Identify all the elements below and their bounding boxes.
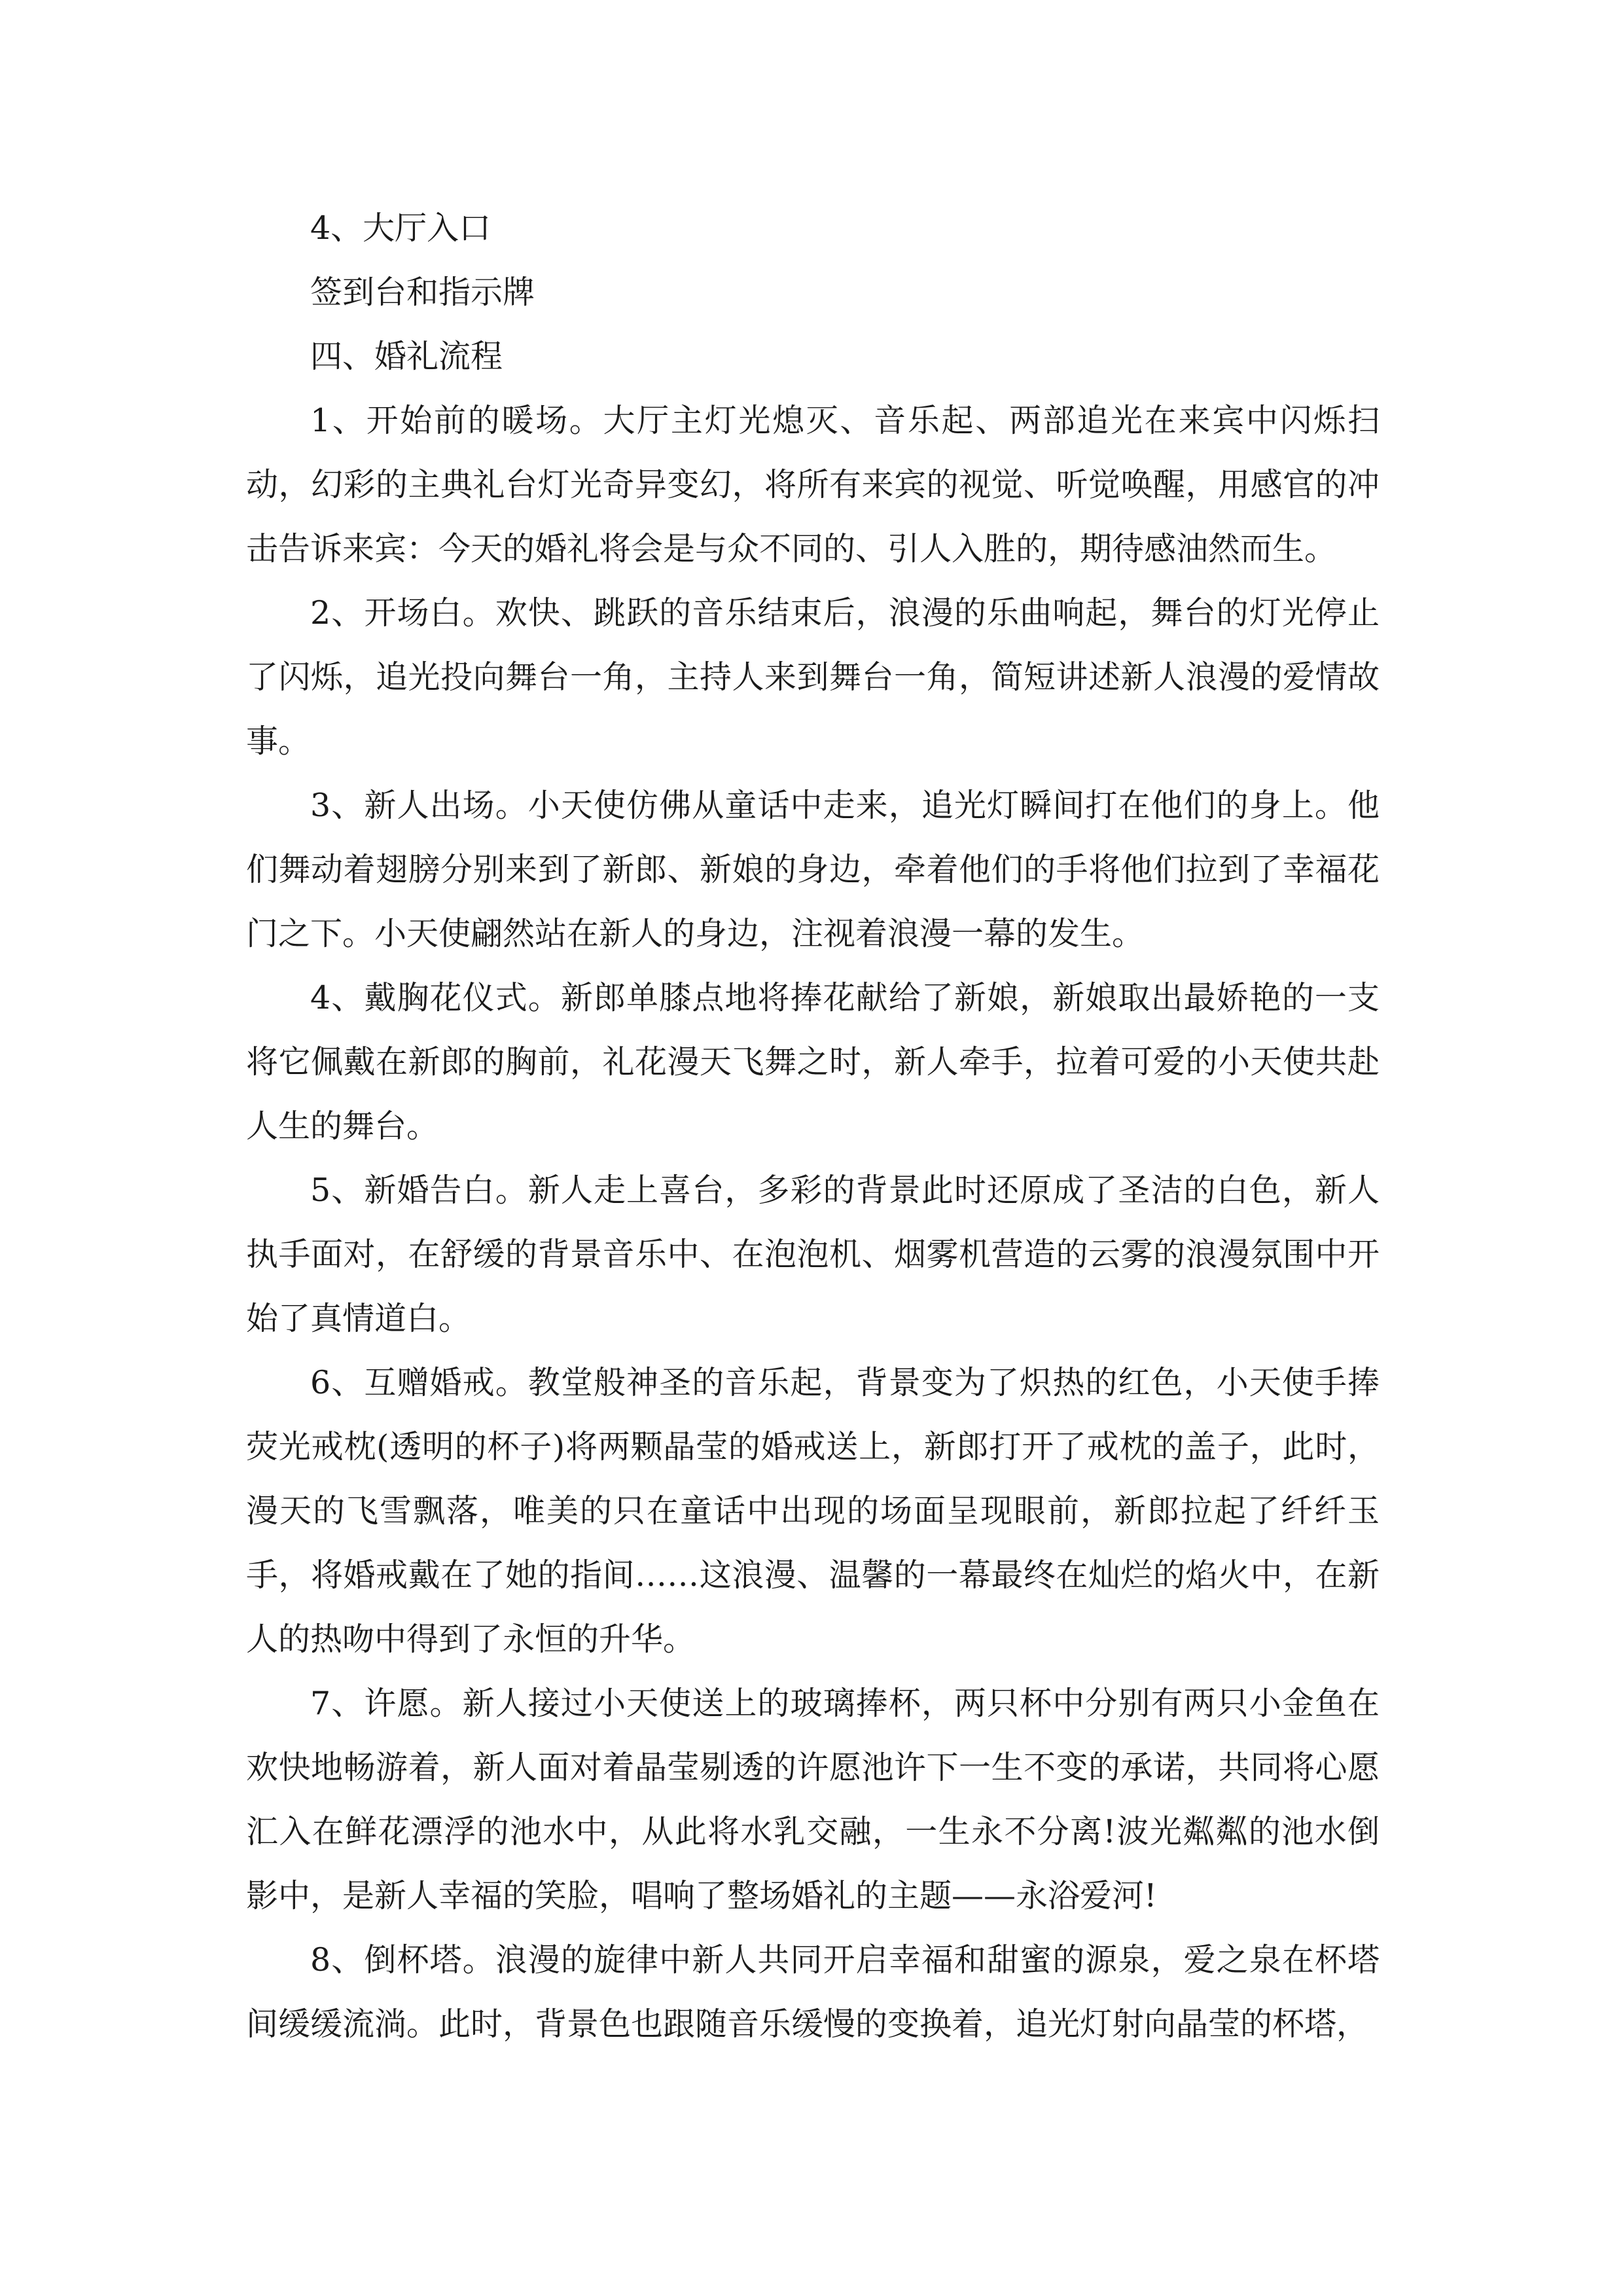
paragraph-hall-entrance: 4、大厅入口 — [310, 209, 491, 247]
paragraph-warmup: 1、开始前的暖场。大厅主灯光熄灭、音乐起、两部追光在来宾中闪烁扫动，幻彩的主典礼台灯光奇异变幻，将所有来宾的视觉、听觉唤醒，用感官的冲击告诉来宾：今天的婚礼将会是与众不同的、引人入胜的，期待感油然而生。 — [246, 402, 1380, 567]
paragraph-vows: 5、新婚告白。新人走上喜台，多彩的背景此时还原成了圣洁的白色，新人执手面对，在舒缓的背景音乐中、在泡泡机、烟雾机营造的云雾的浪漫氛围中开始了真情道白。 — [246, 1172, 1380, 1337]
paragraph-entrance: 3、新人出场。小天使仿佛从童话中走来，追光灯瞬间打在他们的身上。他们舞动着翅膀分别来到了新郎、新娘的身边，牵着他们的手将他们拉到了幸福花门之下。小天使翩然站在新人的身边，注视着浪漫一幕的发生。 — [246, 787, 1380, 952]
paragraph-champagne-tower: 8、倒杯塔。浪漫的旋律中新人共同开启幸福和甜蜜的源泉，爱之泉在杯塔间缓缓流淌。此时，背景色也跟随音乐缓慢的变换着，追光灯射向晶莹的杯塔， — [246, 1941, 1380, 2043]
paragraph-wish: 7、许愿。新人接过小天使送上的玻璃捧杯，两只杯中分别有两只小金鱼在欢快地畅游着，新人面对着晶莹剔透的许愿池许下一生不变的承诺，共同将心愿汇入在鲜花漂浮的池水中，从此将水乳交融，一生永不分离!波光粼粼的池水倒影中，是新人幸福的笑脸，唱响了整场婚礼的主题——永浴爱河! — [246, 1685, 1380, 1914]
paragraph-rings: 6、互赠婚戒。教堂般神圣的音乐起，背景变为了炽热的红色，小天使手捧荧光戒枕(透明的杯子)将两颗晶莹的婚戒送上，新郎打开了戒枕的盖子，此时，漫天的飞雪飘落，唯美的只在童话中出现的场面呈现眼前，新郎拉起了纤纤玉手，将婚戒戴在了她的指间……这浪漫、温馨的一幕最终在灿烂的焰火中，在新人的热吻中得到了永恒的升华。 — [246, 1364, 1380, 1658]
paragraph-opening: 2、开场白。欢快、跳跃的音乐结束后，浪漫的乐曲响起，舞台的灯光停止了闪烁，追光投向舞台一角，主持人来到舞台一角，简短讲述新人浪漫的爱情故事。 — [246, 594, 1380, 760]
paragraph-signin-desk: 签到台和指示牌 — [310, 274, 535, 311]
paragraph-corsage: 4、戴胸花仪式。新郎单膝点地将捧花献给了新娘，新娘取出最娇艳的一支将它佩戴在新郎的胸前，礼花漫天飞舞之时，新人牵手，拉着可爱的小天使共赴人生的舞台。 — [246, 979, 1380, 1145]
section-heading-wedding-process: 四、婚礼流程 — [310, 338, 503, 375]
document-body — [246, 196, 1380, 2056]
